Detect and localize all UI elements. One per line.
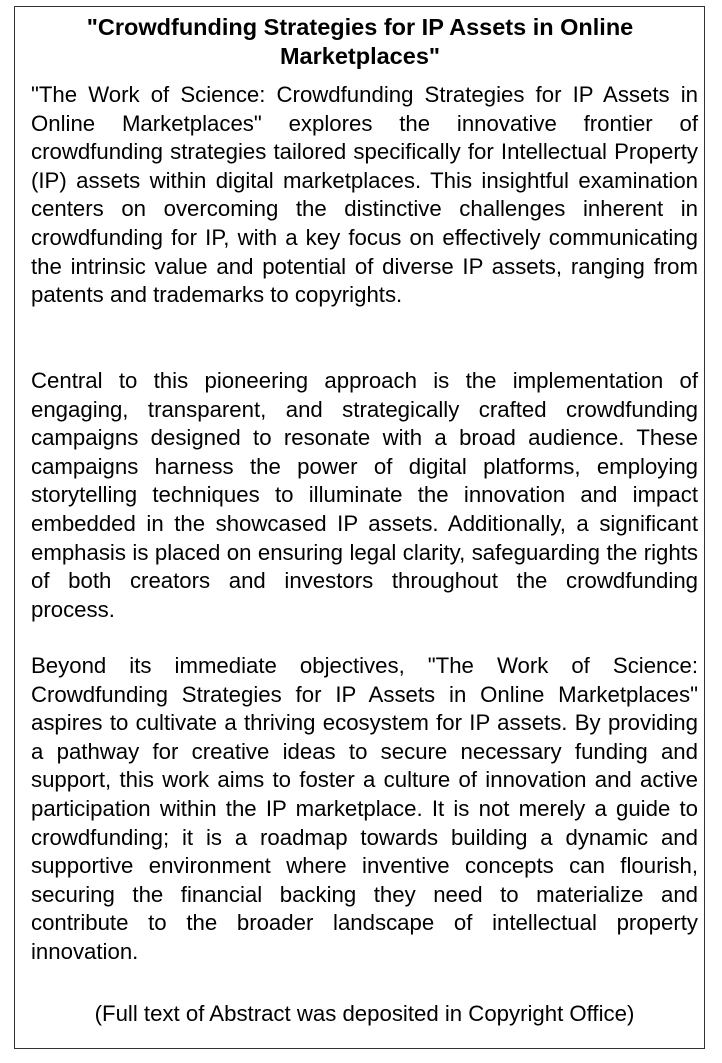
deposit-note: (Full text of Abstract was deposited in Copyright Office): [94, 1001, 635, 1026]
abstract-paragraph-3: Beyond its immediate objectives, "The Work of Science: Crowdfunding Strategies for IP Assets in Online Marketplaces" aspires to cultivate a thriving ecosystem for IP assets. By providing a pathway for creative ideas to secure necessary funding and support, this work aims to foster a culture of innovation and active participation within the IP marketplace. It is not merely a guide to crowdfunding; it is a roadmap towards building a dynamic and supportive environment where inventive concepts can flourish, securing the financial backing they need to materialize and contribute to the broader landscape of intellectual property innovation.: [31, 653, 698, 964]
abstract-paragraph-1: "The Work of Science: Crowdfunding Strategies for IP Assets in Online Marketplaces" explores the innovative frontier of crowdfunding strategies tailored specifically for Intellectual Property (IP) assets within digital marketplaces. This insightful examination centers on overcoming the distinctive challenges inherent in crowdfunding for IP, with a key focus on effectively communicating the intrinsic value and potential of diverse IP assets, ranging from patents and trademarks to copyrights.: [31, 82, 698, 308]
abstract-paragraph-2: Central to this pioneering approach is the implementation of engaging, transparent, and strategically crafted crowdfunding campaigns designed to resonate with a broad audience. These campaigns harness the power of digital platforms, employing storytelling techniques to illuminate the innovation and impact embedded in the showcased IP assets. Additionally, a significant emphasis is placed on ensuring legal clarity, safeguarding the rights of both creators and investors throughout the crowdfunding process.: [31, 368, 698, 622]
document-title: "Crowdfunding Strategies for IP Assets in Online Marketplaces": [86, 14, 634, 69]
